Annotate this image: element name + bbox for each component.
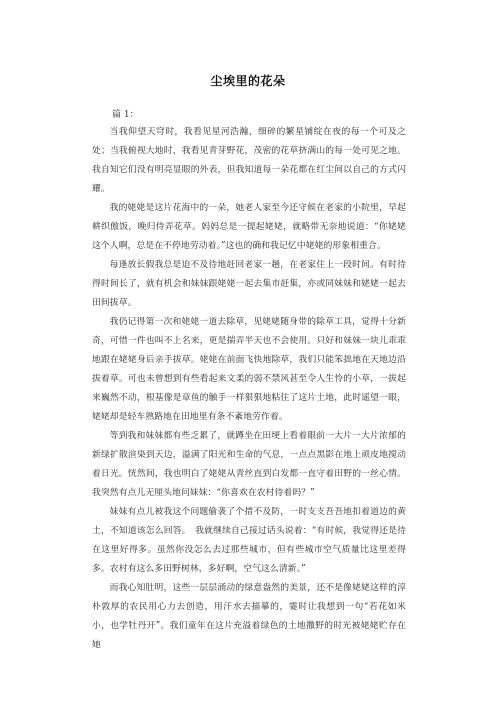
paragraph: 当我仰望天穹时，我看见星河浩瀚，细碎的繁星铺绽在夜的每一个可及之处；当我俯视大地时，我看见青芽野花，茂密的花草挤满山的每一处可见之地。我自知它们没有明亮显眼的外表，但我知道每一朵花都在红尘间以自己的方式闪耀。 [92, 127, 406, 194]
paragraph: 我的姥姥是这片花海中的一朵，她老人家至今还守候在老家的小院里，早起耕织傲饭，晚归侍弄花草。妈妈总是一提起姥姥，就略带无奈地说道：“你姥姥这个人啊，总是在不停地劳动着。”这也的确和我记忆中姥姥的形象相重合。 [92, 203, 406, 251]
document-body [92, 123, 406, 655]
section-label: 篇 1： [112, 110, 139, 120]
paragraph: 妹妹有点儿被我这个问题偷袭了个措不及防，一时支支吾吾地扣着道边的黄土，不知道该怎么回答。 我就继续自己接过话头说着：“有时候，我觉得还是待在这里好得多。虽然你没怎么去过那些城市，但有些城市空气质量比这里差得多。农村有这么多田野树林，多好啊，空气这么清新。” [92, 507, 406, 574]
paragraph: 等到我和妹妹都有些乏累了，就蹲坐在田埂上看着眼前一大片一大片浓郁的新绿扩散渲染到天边，溢满了阳光和生命的气息，一点点黑影在地上顽皮地搅动着日光。恍然间，我也明白了姥姥从青丝直到白发都一直守着田野的一丝心情。我突然有点儿无厘头地问妹妹：“你喜欢在农村待着吗？” [92, 431, 406, 498]
paragraph: 每逢放长假我总是迫不及待地赶回老家一趟，在老家住上一段时间。有时待得时间长了，就有机会和妹妹跟姥姥一起去集市赶集，亦或同妹妹和姥姥一起去田间拔草。 [92, 260, 406, 308]
paragraph: 我仍记得第一次和姥姥一道去除草，见姥姥随身带的除草工具，觉得十分新奇，可惜一件也叫不上名来，更是揣弄半天也不会使用。只好和妹妹一块儿乖乖地跟在姥姥身后亲手拔草。姥姥在前面飞快地除草，我们只能笨拙地在天地边沿拔着草。可也未曾想到有些看起来文柔的弱不禁风甚至令人生怜的小草，一拔起来巍然不动，根基像是章鱼的触手一样狠狠地粘住了这片土地，此时遥望一眼，姥姥却是轻车熟路地在田地里有条不紊地劳作着。 [92, 317, 406, 422]
document-title: 尘埃里的花朵 [210, 74, 286, 88]
paragraph: 而我心知肚明，这些一层层涌动的绿意盎然的美景，还不是像姥姥这样的淳朴敦厚的农民用心力去创造，用汗水去描摹的，霎时让我想到一句“若花如米小，也学牡丹开”。我们童年在这片充溢着绿色的土地撒野的时光被姥姥贮存在她 [92, 583, 406, 650]
